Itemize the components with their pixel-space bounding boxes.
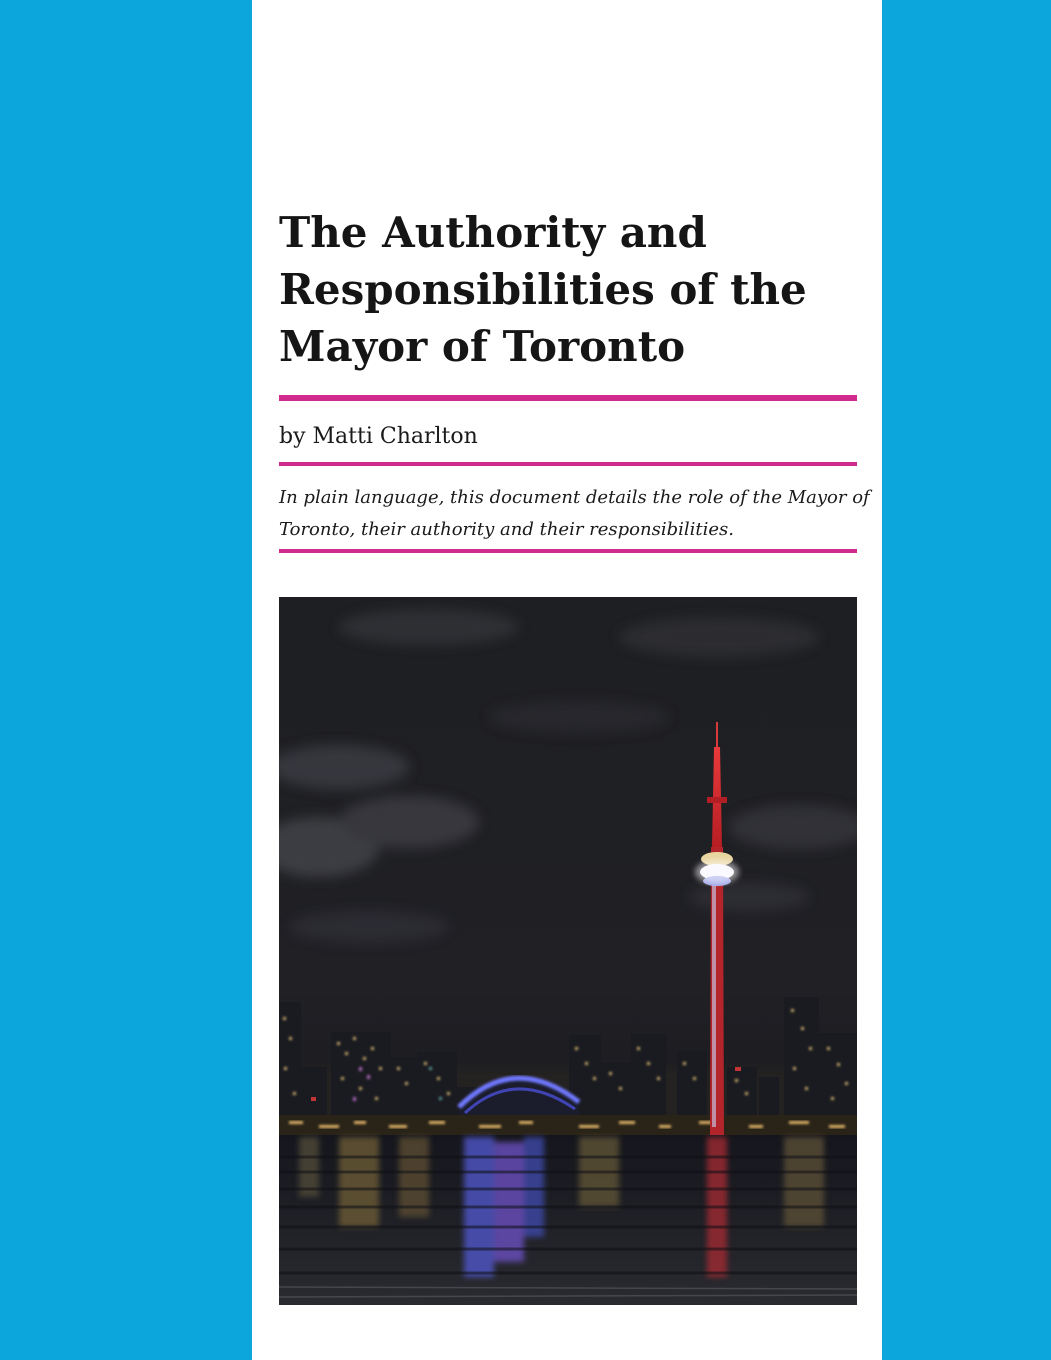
title-line-1: The Authority and <box>279 208 707 257</box>
author-line: by Matti Charlton <box>279 424 478 449</box>
book-description <box>279 482 869 546</box>
author-divider <box>279 462 857 466</box>
right-side-panel <box>882 0 1051 1360</box>
description-line-2: Toronto, their authority and their responsibilities. <box>279 519 734 540</box>
book-title <box>279 204 859 375</box>
left-side-panel <box>0 0 252 1360</box>
toronto-skyline-photo <box>279 597 857 1305</box>
title-line-2: Responsibilities of the <box>279 265 807 314</box>
description-divider <box>279 549 857 553</box>
title-divider <box>279 395 857 401</box>
title-line-3: Mayor of Toronto <box>279 322 686 371</box>
description-line-1: In plain language, this document details the role of the Mayor of <box>279 487 870 508</box>
